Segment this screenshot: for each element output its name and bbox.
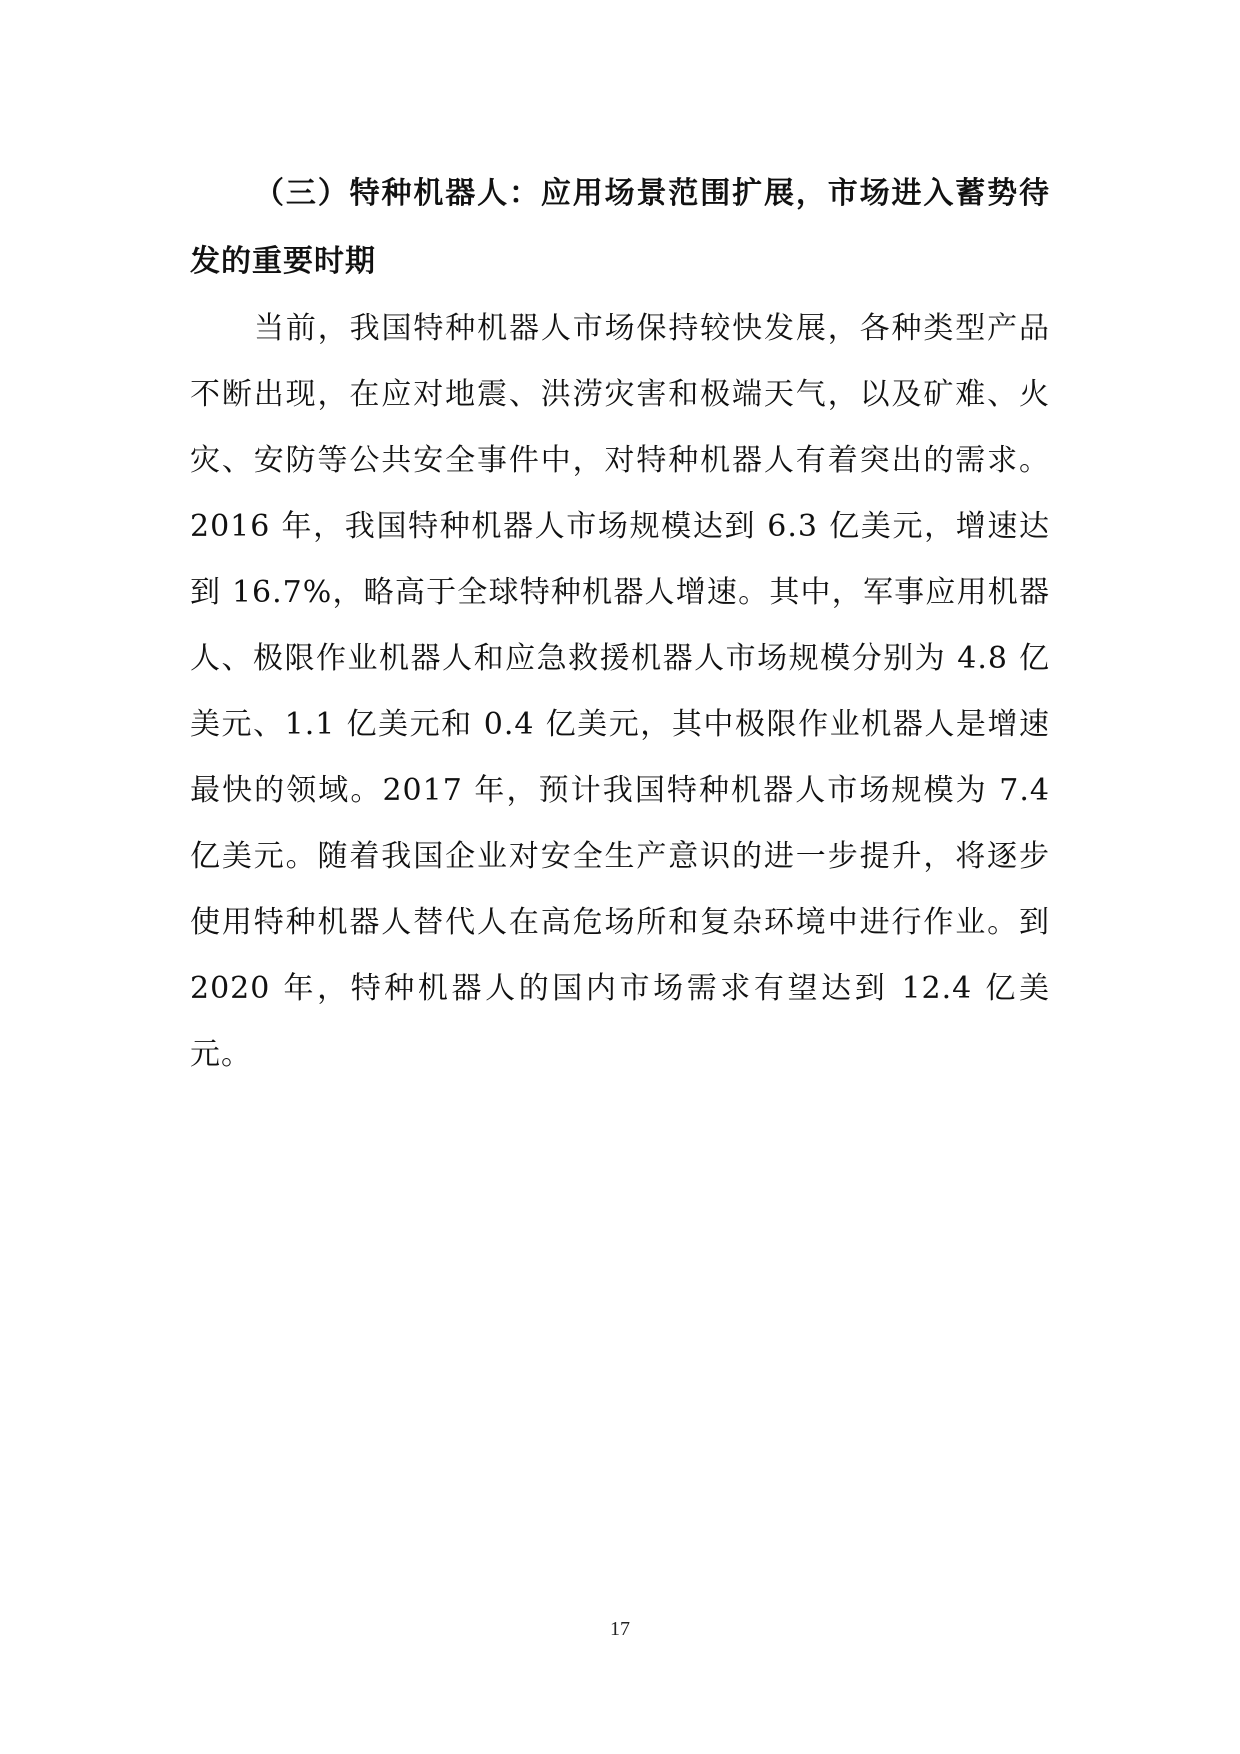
body-paragraph: 当前，我国特种机器人市场保持较快发展，各种类型产品不断出现，在应对地震、洪涝灾害和极端天气，以及矿难、火灾、安防等公共安全事件中，对特种机器人有着突出的需求。2016 年，我国特种机器人市场规模达到 6.3 亿美元，增速达到 16.7%，略高于全球特种机器人增速。其中，军事应用机器人、极限作业机器人和应急救援机器人市场规模分别为 4.8 亿美元、1.1 亿美元和 0.4 亿美元，其中极限作业机器人是增速最快的领域。2017 年，预计我国特种机器人市场规模为 7.4 亿美元。随着我国企业对安全生产意识的进一步提升，将逐步使用特种机器人替代人在高危场所和复杂环境中进行作业。到 2020 年，特种机器人的国内市场需求有望达到 12.4 亿美元。: [190, 311, 1050, 1072]
section-heading: （三）特种机器人：应用场景范围扩展，市场进入蓄势待发的重要时期: [190, 176, 1050, 279]
page-number: 17: [610, 1618, 630, 1640]
page-content: [190, 160, 1050, 1088]
